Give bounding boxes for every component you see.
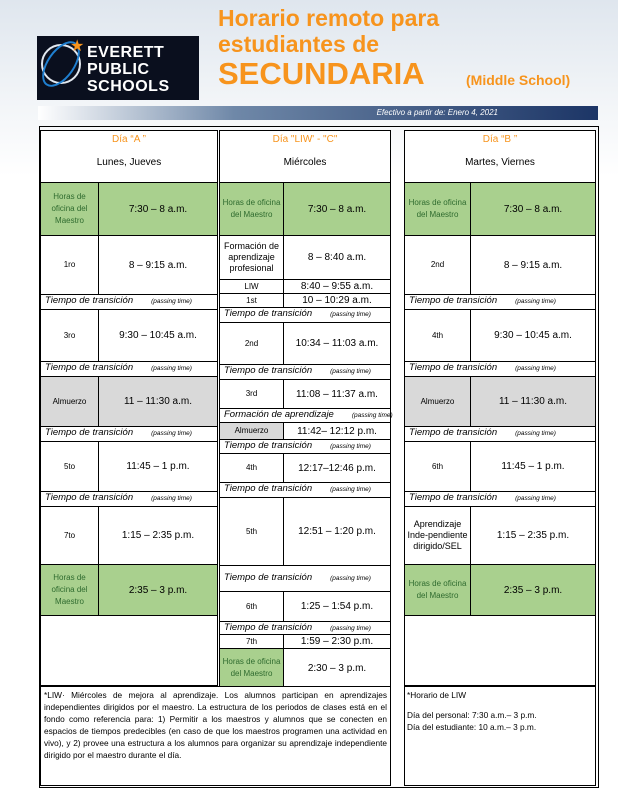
transition-row: Tiempo de transición (passing time) (41, 426, 217, 441)
lunch-row: Almuerzo 11 – 11:30 a.m. (405, 376, 595, 426)
period-row: 6th 1:25 – 1:54 p.m. (220, 591, 390, 621)
lunch-row: Almuerzo 11 – 11:30 a.m. (41, 376, 217, 426)
title-line-3: SECUNDARIA (218, 56, 425, 91)
period-row: 3ro 9:30 – 10:45 a.m. (41, 309, 217, 361)
transition-row: Tiempo de transición (passing time) (220, 621, 390, 634)
day-a-column (40, 130, 218, 686)
day-b-column (404, 130, 596, 686)
period-row: 2nd 8 – 9:15 a.m. (405, 235, 595, 294)
day-c-days: Miércoles (283, 157, 327, 168)
office-hours-row: Horas de oficina del Maestro 7:30 – 8 a.m. (41, 182, 217, 235)
liw-footnote: *LIW· Miércoles de mejora al aprendizaje. Los alumnos participan en aprendizajes independientes dirigidos por el maestro. La estructura de los periodos de clases está en el fondo como referencia para: 1) Permitir a los maestros y alumnos que se conecten en espacios de tiempos predecibles (en caso de que los maestros programen una actividad en vivo), y 2) provee una estructura a los alumnos para organizar su aprendizaje independiente dirigido por el maestro durante el día. (40, 686, 391, 786)
transition-row: Tiempo de transición (passing time) (220, 439, 390, 453)
day-c-title: Día "LIW' - "C" (272, 134, 338, 145)
transition-row: Tiempo de transición (passing time) (41, 491, 217, 506)
period-row: 1ro 8 – 9:15 a.m. (41, 235, 217, 294)
period-row: 1st 10 – 10:29 a.m. (220, 293, 390, 307)
period-row: 6th 11:45 – 1 p.m. (405, 441, 595, 491)
transition-row: Tiempo de transición (passing time) (220, 307, 390, 322)
effective-date-bar (38, 106, 598, 120)
staff-day: Día del personal: 7:30 a.m.– 3 p.m. (407, 710, 537, 720)
transition-row: Tiempo de transición (passing time) (220, 565, 390, 591)
office-hours-row: Horas de oficina del Maestro 7:30 – 8 a.m. (405, 182, 595, 235)
period-row: 7to 1:15 – 2:35 p.m. (41, 506, 217, 564)
period-row: 3rd 11:08 – 11:37 a.m. (220, 379, 390, 408)
transition-row: Tiempo de transición (passing time) (41, 361, 217, 376)
transition-row: Tiempo de transición (passing time) (405, 426, 595, 441)
transition-row: Tiempo de transición (passing time) (405, 294, 595, 309)
office-hours-row: Horas de oficina del Maestro 7:30 – 8 a.m. (220, 182, 390, 235)
effective-date: Efectivo a partir de: Enero 4, 2021 (376, 108, 498, 117)
transition-row: Tiempo de transición (passing time) (405, 361, 595, 376)
title-line-2: estudiantes de (218, 31, 380, 57)
transition-row: Tiempo de transición (passing time) (405, 491, 595, 506)
day-b-days: Martes, Viernes (465, 157, 535, 168)
office-hours-row: Horas de oficina del Maestro 2:30 – 3 p.m. (220, 648, 390, 687)
title-line-1: Horario remoto para (218, 5, 440, 31)
district-logo (37, 36, 199, 100)
office-hours-row: Horas de oficina del Maestro 2:35 – 3 p.m. (405, 564, 595, 616)
period-row: 4th 9:30 – 10:45 a.m. (405, 309, 595, 361)
day-a-title: Día “A ” (112, 134, 146, 145)
lunch-row: Almuerzo 11:42– 12:12 p.m. (220, 422, 390, 439)
period-row: 5th 12:51 – 1:20 p.m. (220, 497, 390, 565)
day-a-days: Lunes, Jueves (96, 157, 162, 168)
transition-row: Formación de aprendizaje (passing time) (220, 408, 390, 422)
period-row: 7th 1:59 – 2:30 p.m. (220, 634, 390, 648)
period-row: 2nd 10:34 – 11:03 a.m. (220, 322, 390, 364)
transition-row: Tiempo de transición (passing time) (220, 364, 390, 379)
transition-row: Tiempo de transición (passing time) (220, 482, 390, 497)
liw-schedule-box (404, 686, 596, 786)
period-row: 4th 12:17–12:46 p.m. (220, 453, 390, 482)
day-c-column (219, 130, 391, 686)
liw-row: LIW 8:40 – 9:55 a.m. (220, 279, 390, 293)
logo-text: EVERETT PUBLIC SCHOOLS (87, 44, 170, 95)
day-b-title: Día “B ” (482, 134, 518, 145)
period-row: 5to 11:45 – 1 p.m. (41, 441, 217, 491)
transition-row: Tiempo de transición (passing time) (41, 294, 217, 309)
star-icon: ★ (70, 38, 85, 55)
liw-title: *Horario de LIW (407, 690, 467, 700)
pd-row: Formación de aprendizaje profesional 8 – 8:40 a.m. (220, 235, 390, 279)
office-hours-row: Horas de oficina del Maestro 2:35 – 3 p.m. (41, 564, 217, 616)
sel-row: Aprendizaje Inde-pendiente dirigido/SEL 1:15 – 2:35 p.m. (405, 506, 595, 564)
subtitle: (Middle School) (466, 72, 571, 88)
student-day: Día del estudiante: 10 a.m.– 3 p.m. (407, 722, 537, 732)
